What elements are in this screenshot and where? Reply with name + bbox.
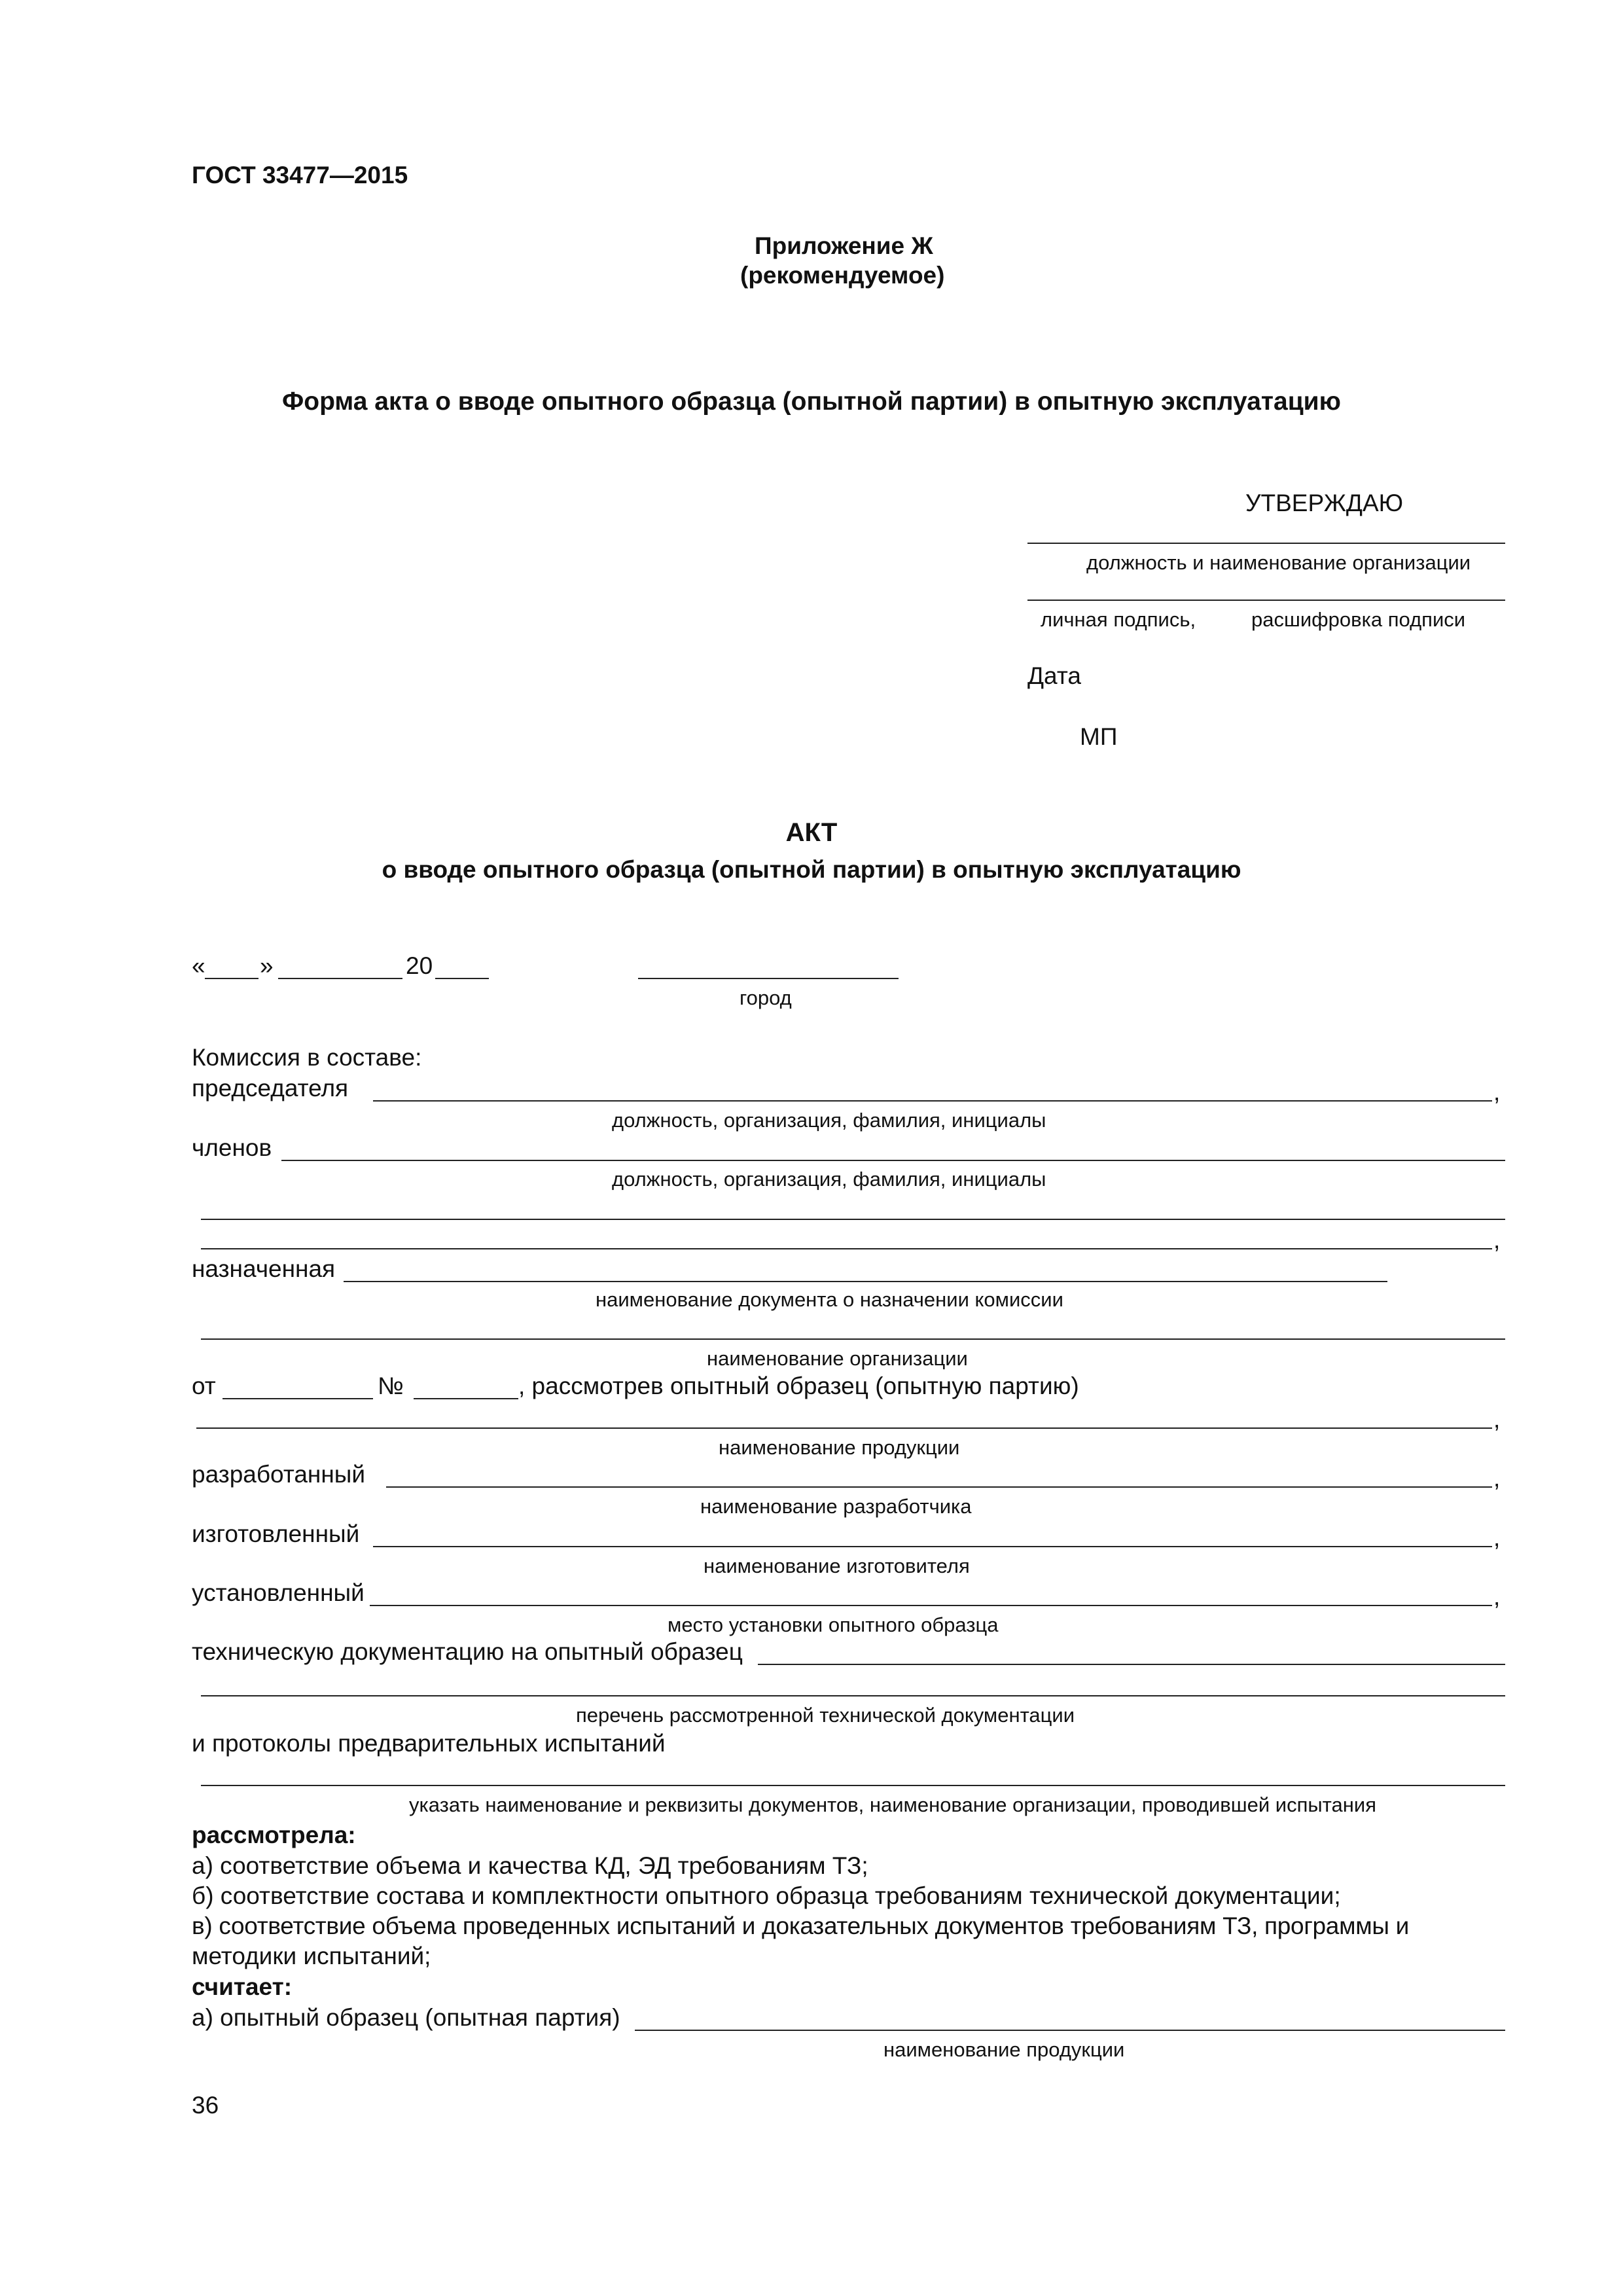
protocols-label: и протоколы предварительных испытаний (192, 1730, 666, 1757)
manufactured-label: изготовленный (192, 1520, 360, 1547)
number-sign: № (378, 1372, 404, 1399)
members-comma: , (1493, 1227, 1501, 1253)
month-field[interactable] (278, 978, 402, 979)
developer-caption: наименование разработчика (700, 1495, 972, 1518)
year-field[interactable] (435, 978, 489, 979)
year-prefix: 20 (406, 952, 433, 979)
techdoc-field-2[interactable] (201, 1695, 1505, 1696)
form-title: Форма акта о вводе опытного образца (опытной партии) в опытную эксплуатацию (282, 387, 1341, 416)
considers-product-caption: наименование продукции (883, 2038, 1125, 2061)
chairman-label: председателя (192, 1075, 349, 1102)
reviewed-text: , рассмотрев опытный образец (опытную партию) (518, 1372, 1079, 1399)
annex-status: (рекомендуемое) (740, 262, 945, 289)
installed-label: установленный (192, 1579, 365, 1606)
appointed-label: назначенная (192, 1255, 336, 1282)
manufacturer-field[interactable] (373, 1546, 1492, 1547)
act-subtitle: о вводе опытного образца (опытной партии) в опытную эксплуатацию (382, 856, 1241, 883)
approve-label: УТВЕРЖДАЮ (1245, 490, 1404, 516)
install-field[interactable] (370, 1605, 1492, 1606)
developed-label: разработанный (192, 1461, 366, 1488)
techdoc-field[interactable] (758, 1664, 1505, 1665)
appointed-field[interactable] (344, 1281, 1387, 1282)
considers-item-a: а) опытный образец (опытная партия) (192, 2004, 620, 2031)
reviewed-item-a: а) соответствие объема и качества КД, ЭД требованиям ТЗ; (192, 1852, 868, 1879)
act-title: АКТ (785, 818, 838, 847)
decode-caption: расшифровка подписи (1251, 608, 1466, 631)
techdoc-caption: перечень рассмотренной технической документации (576, 1704, 1075, 1727)
page-number: 36 (192, 2092, 219, 2119)
developer-field[interactable] (386, 1486, 1492, 1488)
members-caption: должность, организация, фамилия, инициалы (612, 1168, 1046, 1191)
date-label: Дата (1027, 662, 1081, 689)
members-field-2[interactable] (201, 1219, 1505, 1220)
product-caption: наименование продукции (719, 1436, 960, 1459)
developer-comma: , (1493, 1465, 1501, 1492)
organization-caption: наименование организации (707, 1347, 968, 1370)
city-field[interactable] (638, 978, 899, 979)
city-caption: город (740, 986, 792, 1009)
protocols-caption: указать наименование и реквизиты документов, наименование организации, проводившей испытания (409, 1793, 1376, 1816)
chairman-comma: , (1493, 1079, 1501, 1105)
position-caption: должность и наименование организации (1086, 551, 1471, 574)
day-field[interactable] (205, 978, 259, 979)
doc-date-field[interactable] (223, 1398, 373, 1399)
open-quote: « (192, 952, 205, 979)
seal-label: МП (1080, 723, 1118, 750)
manufacturer-comma: , (1493, 1524, 1501, 1551)
reviewed-item-c-line1: в) соответствие объема проведенных испытаний и доказательных документов требованиям ТЗ, программы и (192, 1912, 1409, 1939)
protocols-field[interactable] (201, 1785, 1505, 1786)
reviewed-heading: рассмотрела: (192, 1821, 356, 1848)
appointed-caption: наименование документа о назначении комиссии (596, 1288, 1063, 1311)
commission-intro: Комиссия в составе: (192, 1044, 422, 1071)
install-caption: место установки опытного образца (668, 1613, 999, 1636)
annex-title: Приложение Ж (755, 232, 933, 259)
techdoc-label: техническую документацию на опытный образец (192, 1638, 743, 1665)
product-comma: , (1493, 1406, 1501, 1433)
doc-number-field[interactable] (414, 1398, 518, 1399)
position-line[interactable] (1027, 543, 1505, 544)
members-field[interactable] (281, 1160, 1505, 1161)
reviewed-item-c-line2: методики испытаний; (192, 1943, 431, 1969)
gost-header: ГОСТ 33477—2015 (192, 162, 408, 188)
chairman-field[interactable] (373, 1100, 1492, 1102)
chairman-caption: должность, организация, фамилия, инициалы (612, 1109, 1046, 1132)
signature-caption: личная подпись, (1041, 608, 1196, 631)
from-label: от (192, 1372, 216, 1399)
reviewed-item-b: б) соответствие состава и комплектности опытного образца требованиям технической документации; (192, 1882, 1341, 1909)
organization-field[interactable] (201, 1338, 1505, 1340)
install-comma: , (1493, 1583, 1501, 1610)
members-label: членов (192, 1134, 272, 1161)
members-field-3[interactable] (201, 1248, 1492, 1249)
signature-line[interactable] (1027, 600, 1505, 601)
considers-product-field[interactable] (635, 2030, 1505, 2031)
manufacturer-caption: наименование изготовителя (704, 1554, 970, 1577)
close-quote: » (260, 952, 274, 979)
considers-heading: считает: (192, 1973, 293, 2000)
product-field[interactable] (196, 1427, 1492, 1429)
